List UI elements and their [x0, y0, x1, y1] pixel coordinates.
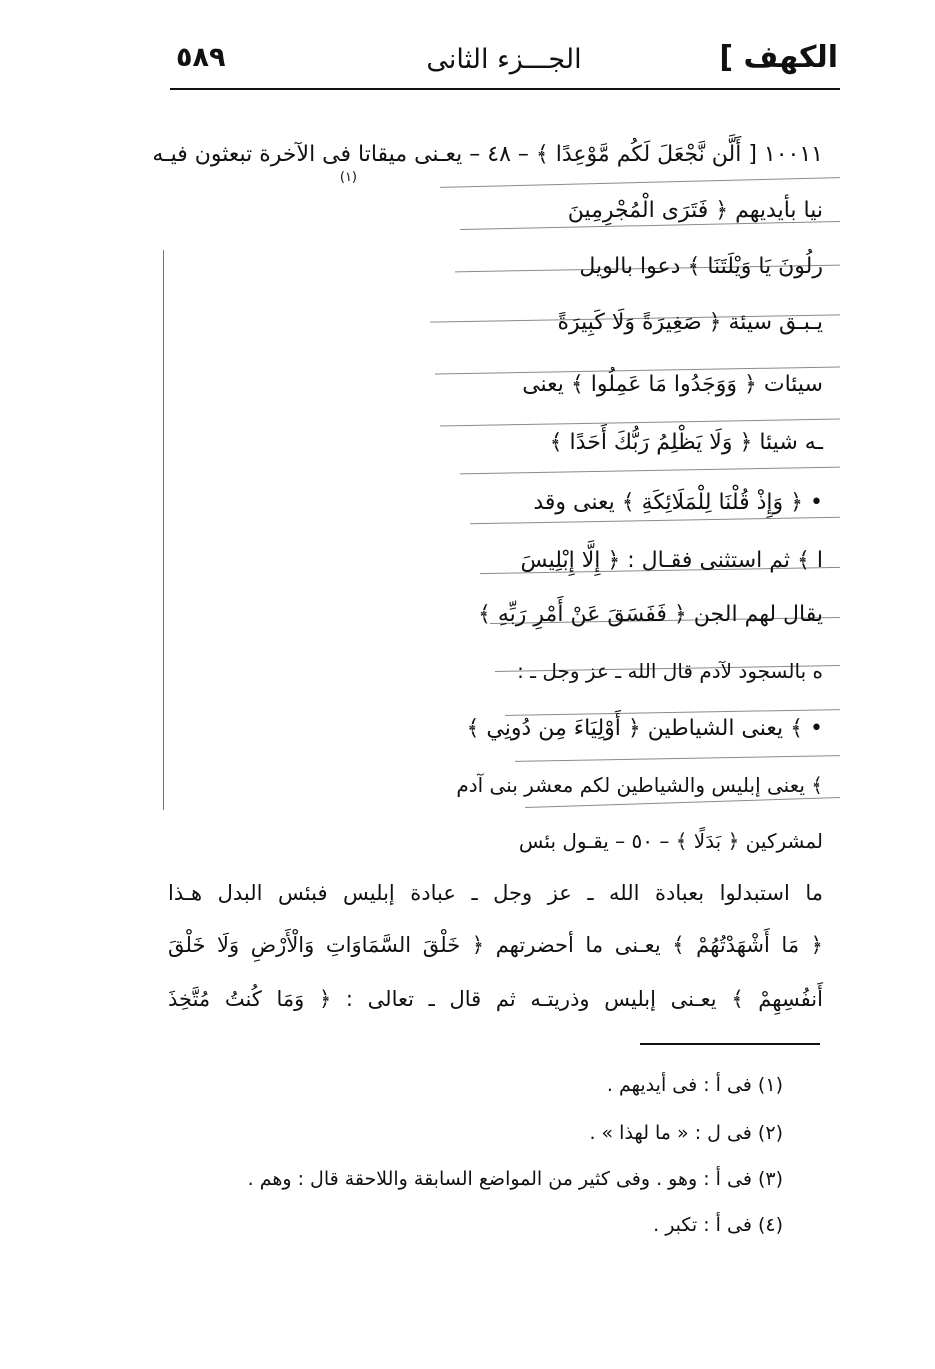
text-line-1: ١٠٠١١ [ أَلَّن نَّجْعَلَ لَكُم مَّوْعِدًا ﴾ – ٤٨ – يعـنى ميقاتا فى الآخرة تبعثون فيـه [152, 142, 823, 167]
text-line-3: رلُونَ يَا وَيْلَتَنَا ﴾ دعوا بالويل [579, 254, 823, 279]
ruled-line [460, 467, 840, 475]
ruled-line [440, 177, 840, 188]
footnote-2: (٢) فى ل : « ما لهذا » . [589, 1122, 783, 1144]
header-rule [170, 88, 840, 90]
text-line-12: ﴾ يعنى إبليس والشياطين لكم معشر بنى آدم [456, 773, 823, 797]
text-line-9: يقال لهم الجن ﴿ فَفَسَقَ عَنْ أَمْرِ رَبِّهِ ﴾ [478, 602, 823, 627]
page-header [170, 40, 838, 85]
ruled-line [515, 755, 840, 762]
footnote-separator [640, 1043, 820, 1045]
ruled-line [440, 419, 840, 427]
part-title: الجـــزء الثانى [426, 44, 582, 75]
text-line-11: • ﴾ يعنى الشياطين ﴿ أَوْلِيَاءَ مِن دُونِي ﴾ [466, 716, 823, 741]
text-line-10: ه بالسجود لآدم قال الله ـ عز وجل ـ : [517, 659, 823, 683]
text-line-8: ا ﴾ ثم استثنى فقـال : ﴿ إِلَّا إِبْلِيسَ [520, 548, 823, 573]
paste-edge [163, 250, 164, 810]
page-number: ٥٨٩ [176, 42, 226, 73]
footnote-3: (٣) فى أ : وهو . وفى كثير من المواضع السابقة واللاحقة قال : وهم . [247, 1168, 783, 1190]
text-line-2: نيا بأيديهم ﴿ فَتَرَى الْمُجْرِمِينَ [567, 198, 823, 223]
footnote-1: (١) فى أ : فى أيديهم . [606, 1074, 783, 1096]
text-line-15: ﴿ مَا أَشْهَدْتُهُمْ ﴾ يعـنى ما أحضرتهم ﴿ خَلْقَ السَّمَاوَاتِ وَالْأَرْضِ وَلَا خَلْقَ [168, 933, 823, 957]
text-line-4: يـبـق سيئة ﴿ صَغِيرَةً وَلَا كَبِيرَةً [557, 310, 823, 335]
text-line-14: ما استبدلوا بعبادة الله ـ عز وجل ـ عبادة إبليس فبئس البدل هـذا [168, 881, 823, 905]
footnote-4: (٤) فى أ : تكبر . [653, 1214, 783, 1236]
text-line-5: سيئات ﴿ وَوَجَدُوا مَا عَمِلُوا ﴾ يعنى [522, 372, 823, 397]
text-line-7: • ﴿ وَإِذْ قُلْنَا لِلْمَلَائِكَةِ ﴾ يعنى وقد [533, 490, 823, 515]
text-line-13: لمشركين ﴿ بَدَلًا ﴾ – ٥٠ – يقـول بئس [518, 829, 823, 853]
text-line-16: أَنفُسِهِمْ ﴾ يعـنى إبليس وذريتـه ثم قال ـ تعالى : ﴿ وَمَا كُنتُ مُتَّخِذَ [168, 987, 823, 1011]
surah-title: الكهف ] [719, 40, 838, 75]
text-line-6: ـه شيئا ﴿ وَلَا يَظْلِمُ رَبُّكَ أَحَدًا ﴾ [549, 430, 823, 455]
footnote-ref: (١) [339, 170, 357, 185]
